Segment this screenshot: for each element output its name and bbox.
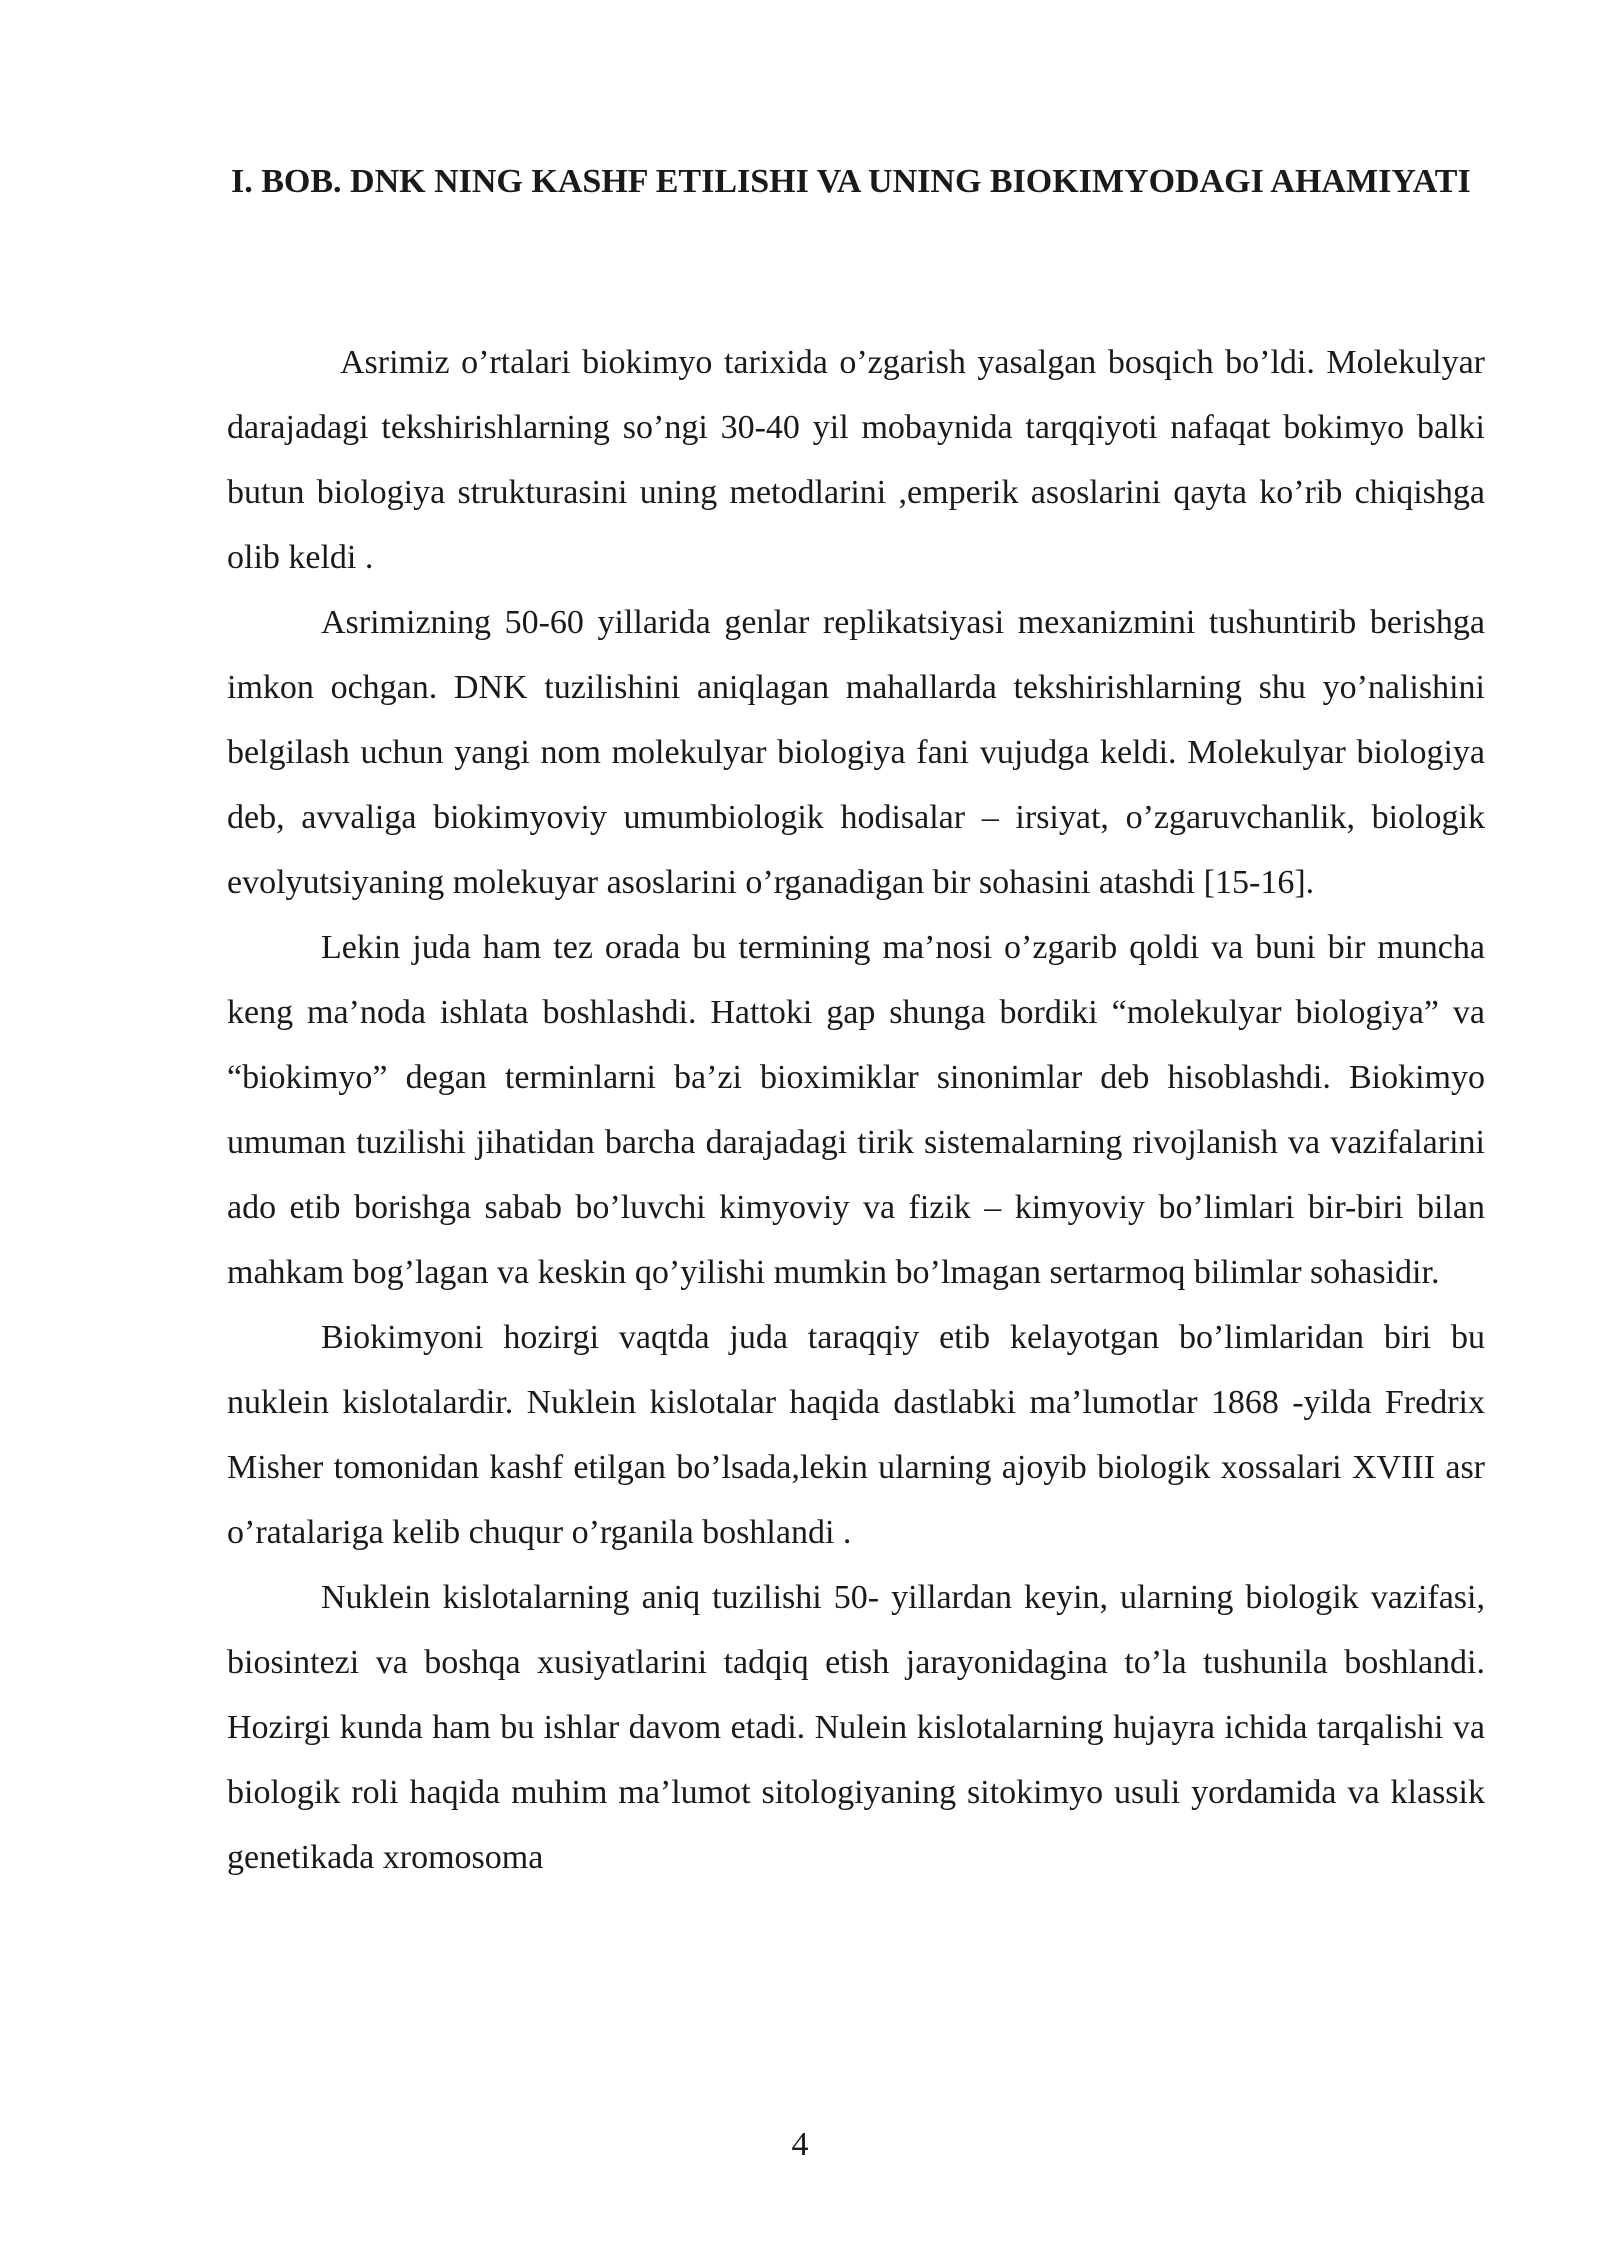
page-content — [227, 150, 1485, 1890]
paragraph: Lekin juda ham tez orada bu termining ma’nosi o’zgarib qoldi va buni bir muncha keng ma’noda ishlata boshlashdi. Hattoki gap shunga bordiki “molekulyar biologiya” va “biokimyo” degan terminlarni ba’zi bioximiklar sinonimlar deb hisoblashdi. Biokimyo umuman tuzilishi jihatidan barcha darajadagi tirik sistemalarning rivojlanish va vazifalarini ado etib borishga sabab bo’luvchi kimyoviy va fizik – kimyoviy bo’limlari bir-biri bilan mahkam bog’lagan va keskin qo’yilishi mumkin bo’lmagan sertarmoq bilimlar sohasidir. — [227, 929, 1485, 1291]
body-text — [227, 330, 1485, 1890]
paragraph: Asrimizning 50-60 yillarida genlar replikatsiyasi mexanizmini tushuntirib berishga imkon ochgan. DNK tuzilishini aniqlagan mahallarda tekshirishlarning shu yo’nalishini belgilash uchun yangi nom molekulyar biologiya fani vujudga keldi. Molekulyar biologiya deb, avvaliga biokimyoviy umumbiologik hodisalar – irsiyat, o’zgaruvchanlik, biologik evolyutsiyaning molekuyar asoslarini o’rganadigan bir sohasini atashdi [15-16]. — [227, 604, 1485, 901]
page-number: 4 — [791, 2126, 809, 2163]
paragraph: Biokimyoni hozirgi vaqtda juda taraqqiy etib kelayotgan bo’limlaridan biri bu nuklein kislotalardir. Nuklein kislotalar haqida dastlabki ma’lumotlar 1868 -yilda Fredrix Misher tomonidan kashf etilgan bo’lsada,lekin ularning ajoyib biologik xossalari XVIII asr o’ratalariga kelib chuqur o’rganila boshlandi . — [227, 1319, 1485, 1551]
paragraph: Asrimiz o’rtalari biokimyo tarixida o’zgarish yasalgan bosqich bo’ldi. Molekulyar darajadagi tekshirishlarning so’ngi 30-40 yil mobaynida tarqqiyoti nafaqat bokimyo balki butun biologiya strukturasini uning metodlarini ,emperik asoslarini qayta ko’rib chiqishga olib keldi . — [227, 344, 1485, 576]
paragraph: Nuklein kislotalarning aniq tuzilishi 50- yillardan keyin, ularning biologik vazifasi, biosintezi va boshqa xusiyatlarini tadqiq etish jarayonidagina to’la tushunila boshlandi. Hozirgi kunda ham bu ishlar davom etadi. Nulein kislotalarning hujayra ichida tarqalishi va biologik roli haqida muhim ma’lumot sitologiyaning sitokimyo usuli yordamida va klassik genetikada xromosoma — [227, 1579, 1485, 1876]
chapter-title: I. BOB. DNK NING KASHF ETILISHI VA UNING BIOKIMYODAGI AHAMIYATI — [231, 163, 1471, 200]
